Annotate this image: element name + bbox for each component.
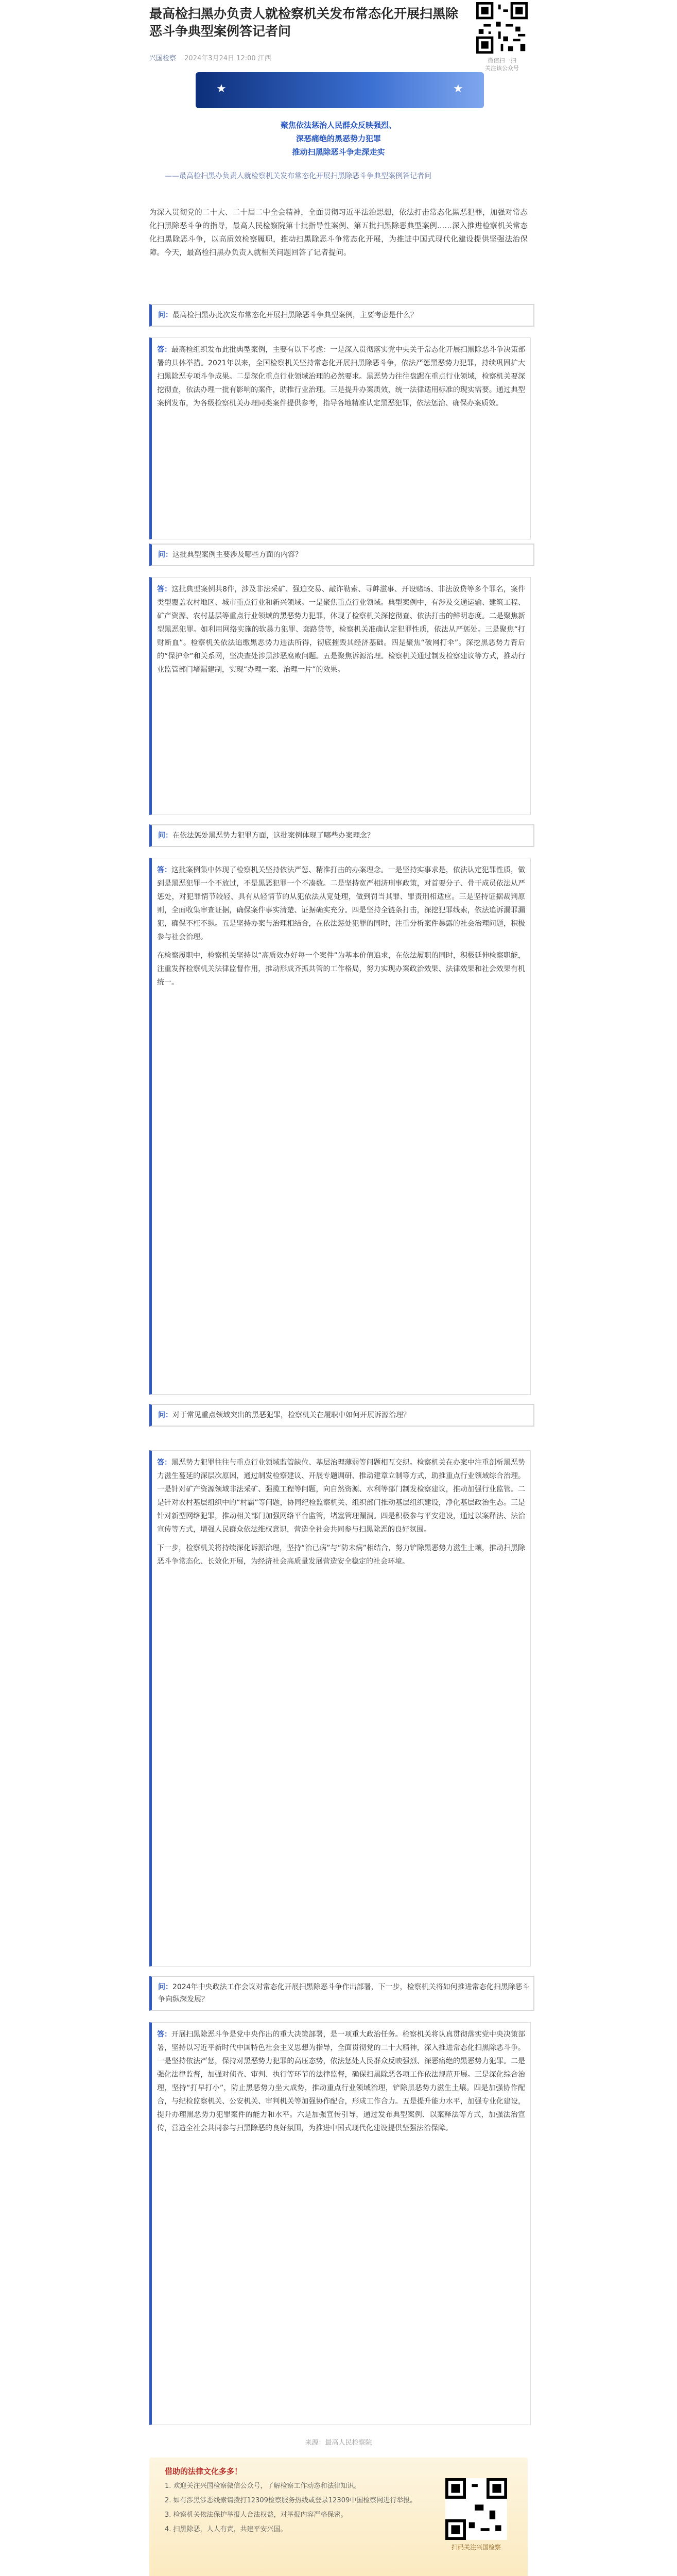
question-label: 问： [158, 551, 172, 559]
answer-paragraph: 这批典型案例共8件，涉及非法采矿、强迫交易、敲诈勒索、寻衅滋事、开设赌场、非法放贷等多个罪名，案件类型覆盖农村地区、城市重点行业和新兴领域。一是聚焦重点行业领域。典型案例中，有涉及交通运输、建筑工程、矿产资源、农村基层等重点行业领域的黑恶势力犯罪，体现了检察机关深挖彻查、依法打击的鲜明态度。二是聚焦新型黑恶犯罪。如利用网络实施的软暴力犯罪、套路贷等，检察机关准确认定犯罪性质，依法从严惩处。三是聚焦“打财断血”。检察机关依法追缴黑恶势力违法所得，彻底摧毁其经济基础。四是聚焦“破网打伞”。深挖黑恶势力背后的“保护伞”和关系网，坚决查处涉黑涉恶腐败问题。五是聚焦诉源治理。检察机关通过制发检察建议等方式，推动行业监管部门堵漏建制，实现“办理一案、治理一片”的效果。 [157, 585, 526, 674]
question-label: 问： [158, 1411, 172, 1419]
answer-box [149, 577, 531, 815]
answer-paragraph: 在检察履职中，检察机关坚持以“高质效办好每一个案件”为基本价值追求，在依法履职的同时，积极延伸检察职能，注重发挥检察机关法律监督作用，推动形成齐抓共管的工作格局，努力实现办案政治效果、法律效果和社会效果有机统一。 [157, 952, 525, 987]
account-qr-caption: 微信扫一扫 关注该公众号 [485, 57, 519, 72]
slogan-line: 聚焦依法惩治人民群众反映强烈、 [280, 121, 396, 130]
question-text: 这批典型案例主要涉及哪些方面的内容？ [172, 551, 302, 559]
article-source-line: 来源：最高人民检察院 [305, 2439, 372, 2447]
slogan-line: 推动扫黑除恶斗争走深走实 [292, 147, 385, 157]
question-label: 问： [158, 832, 172, 840]
header-banner [196, 72, 484, 108]
question-box [149, 1976, 534, 2011]
tips-qr-caption: 扫码关注兴国检察 [451, 2544, 501, 2551]
answer-paragraph: 下一步，检察机关将持续深化诉源治理，坚持“治已病”与“防未病”相结合，努力铲除黑恶势力滋生土壤，推动扫黑除恶斗争常态化、长效化开展，为经济社会高质量发展营造安全稳定的社会环境。 [157, 1544, 526, 1566]
star-icon: ★ [216, 82, 227, 95]
tips-panel [149, 2458, 528, 2576]
tips-list [165, 2481, 427, 2539]
answer-box [149, 2022, 531, 2425]
question-text: 2024年中央政法工作会议对常态化开展扫黑除恶斗争作出部署，下一步，检察机关将如何推进常态化扫黑除恶斗争向纵深发展？ [158, 1983, 530, 2004]
question-box [149, 304, 534, 327]
answer-box [149, 858, 531, 1395]
question-text: 在依法惩处黑恶势力犯罪方面，这批案例体现了哪些办案理念？ [172, 832, 374, 840]
tips-heading: 借助的法律文化多多！ [165, 2467, 242, 2476]
question-label: 问： [158, 1983, 172, 1991]
tips-item: 2. 如有涉黑涉恶线索请拨打12309检察服务热线或登录12309中国检察网进行举报。 [165, 2497, 417, 2504]
tips-qr-code[interactable] [445, 2478, 507, 2540]
answer-label: 答： [157, 585, 172, 594]
answer-label: 答： [157, 346, 172, 354]
article-meta [149, 53, 271, 62]
article-page [149, 0, 528, 2576]
article-title: 最高检扫黑办负责人就检察机关发布常态化开展扫黑除恶斗争典型案例答记者问 [149, 6, 459, 39]
question-text: 对于常见重点领域突出的黑恶犯罪，检察机关在履职中如何开展诉源治理？ [172, 1411, 410, 1419]
answer-paragraph: 黑恶势力犯罪往往与重点行业领域监管缺位、基层治理薄弱等问题相互交织。检察机关在办案中注重剖析黑恶势力滋生蔓延的深层次原因，通过制发检察建议、开展专题调研、推动建章立制等方式，助推重点行业领域综合治理。一是针对矿产资源领域非法采矿、强揽工程等问题，向自然资源、水利等部门制发检察建议，推动加强行业监管。二是针对农村基层组织中的“村霸”等问题，协同纪检监察机关、组织部门推动基层组织建设，净化基层政治生态。三是针对新型网络犯罪，推动相关部门加强网络平台监管，堵塞管理漏洞。四是积极参与平安建设，通过以案释法、法治宣传等方式，增强人民群众依法维权意识，营造全社会共同参与扫黑除恶的良好氛围。 [157, 1459, 526, 1534]
intro-paragraph: 为深入贯彻党的二十大、二十届二中全会精神，全面贯彻习近平法治思想，依法打击常态化黑恶犯罪，加强对常态化扫黑除恶斗争的指导，最高人民检察院第十批指导性案例、第五批扫黑除恶典型案例……深入推进检察机关常态化扫黑除恶斗争，以高质效检察履职，推动扫黑除恶斗争常态化开展，为推进中国式现代化建设提供坚强法治保障。今天，最高检扫黑办负责人就相关问题回答了记者提问。 [149, 209, 528, 257]
answer-paragraph: 最高检组织发布此批典型案例，主要有以下考虑：一是深入贯彻落实党中央关于常态化开展扫黑除恶斗争决策部署的具体举措。2021年以来，全国检察机关坚持常态化开展扫黑除恶斗争，依法严惩黑恶势力犯罪，持续巩固扩大扫黑除恶专项斗争成果。二是深化重点行业领域治理的必然要求。黑恶势力往往盘踞在重点行业领域，检察机关要深挖彻查，依法办理一批有影响的案件，助推行业治理。三是提升办案质效，统一法律适用标准的现实需要。通过典型案例发布，为各级检察机关办理同类案件提供参考，指导各地精准认定黑恶犯罪，依法惩治、确保办案质效。 [157, 346, 526, 408]
tips-item: 1. 欢迎关注兴国检察微信公众号，了解检察工作动态和法律知识。 [165, 2482, 361, 2490]
tips-item: 3. 检察机关依法保护举报人合法权益，对举报内容严格保密。 [165, 2511, 348, 2519]
star-icon: ★ [453, 82, 463, 95]
slogan-line: 深恶痛绝的黑恶势力犯罪 [296, 134, 381, 143]
answer-label: 答： [157, 866, 172, 874]
question-box [149, 544, 534, 566]
question-box [149, 1404, 534, 1427]
answer-box [149, 1450, 531, 1967]
tips-item: 4. 扫黑除恶，人人有责，共建平安兴国。 [165, 2526, 287, 2533]
article-date: 2024年3月24日 12:00 江西 [184, 55, 271, 62]
account-qr-code[interactable] [476, 2, 528, 54]
question-text: 最高检扫黑办此次发布常态化开展扫黑除恶斗争典型案例，主要考虑是什么？ [172, 311, 418, 319]
question-box [149, 824, 534, 847]
article-lede: ——最高检扫黑办负责人就检察机关发布常态化开展扫黑除恶斗争典型案例答记者问 [165, 172, 431, 180]
answer-label: 答： [157, 2030, 172, 2039]
article-source[interactable]: 兴国检察 [149, 55, 177, 62]
answer-label: 答： [157, 1459, 172, 1467]
answer-paragraph: 这批案例集中体现了检察机关坚持依法严惩、精准打击的办案理念。一是坚持实事求是，依法认定犯罪性质，做到是黑恶犯罪一个不放过，不是黑恶犯罪一个不凑数。二是坚持宽严相济刑事政策，对首要分子、骨干成员依法从严惩处，对犯罪情节较轻、具有从轻情节的从犯依法从宽处理，做到罚当其罪、罪责刑相适应。三是坚持证据裁判原则，全面收集审查证据，确保案件事实清楚、证据确实充分。四是坚持全链条打击，深挖犯罪线索，依法追诉漏罪漏犯，确保不枉不纵。五是坚持办案与治理相结合，在依法惩处犯罪的同时，注重分析案件暴露的社会治理问题，积极参与社会治理。 [157, 866, 526, 941]
answer-paragraph: 开展扫黑除恶斗争是党中央作出的重大决策部署，是一项重大政治任务。检察机关将认真贯彻落实党中央决策部署，坚持以习近平新时代中国特色社会主义思想为指导，全面贯彻党的二十大精神，深入推进常态化扫黑除恶斗争。一是坚持依法严惩，保持对黑恶势力犯罪的高压态势，依法惩处人民群众反映强烈、深恶痛绝的黑恶势力犯罪。二是强化法律监督，加强对侦查、审判、执行等环节的法律监督，确保扫黑除恶各项工作依法规范开展。三是深化综合治理，坚持“打早打小”，防止黑恶势力坐大成势，推动重点行业领域治理，铲除黑恶势力滋生土壤。四是加强协作配合，与纪检监察机关、公安机关、审判机关等加强协作配合，形成工作合力。五是提升能力水平，加强专业化建设，提升办理黑恶势力犯罪案件的能力和水平。六是加强宣传引导，通过发布典型案例、以案释法等方式，加强法治宣传，营造全社会共同参与扫黑除恶的良好氛围，为推进中国式现代化建设提供坚强法治保障。 [157, 2030, 526, 2132]
question-label: 问： [158, 311, 172, 319]
answer-box [149, 337, 531, 539]
